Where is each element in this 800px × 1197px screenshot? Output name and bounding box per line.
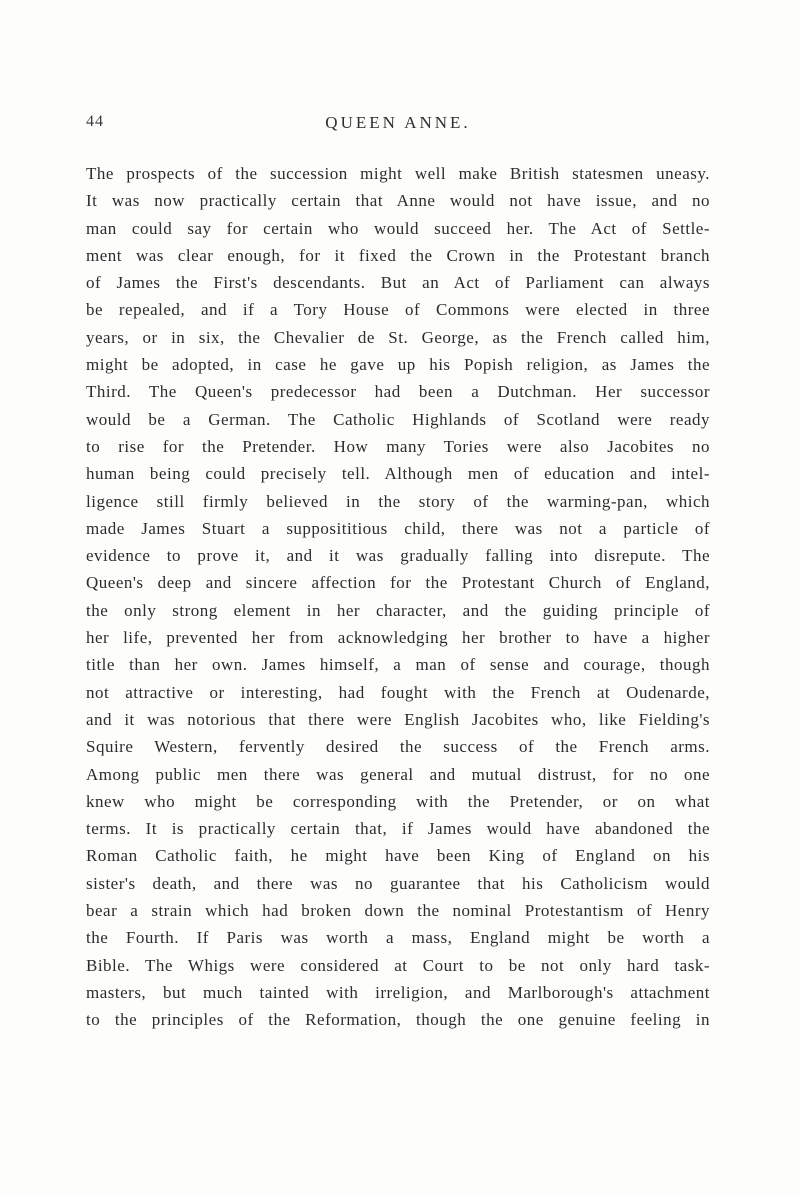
text-line: evidence to prove it, and it was gradually falling into disrepute. The — [86, 546, 710, 566]
text-line: The prospects of the succession might well make British statesmen uneasy. — [86, 164, 710, 183]
text-line: masters, but much tainted with irreligion, and Marlborough's attachment — [86, 982, 710, 1002]
text-line: bear a strain which had broken down the nominal Protestantism of Henry — [86, 901, 710, 921]
text-line: made James Stuart a supposititious child, there was not a particle of — [86, 518, 710, 538]
text-line: It was now practically certain that Anne would not have issue, and no — [86, 191, 710, 211]
running-head — [86, 113, 710, 137]
text-line: ment was clear enough, for it fixed the Crown in the Protestant branch — [86, 245, 710, 265]
text-line: knew who might be corresponding with the Pretender, or on what — [86, 791, 710, 811]
text-line: and it was notorious that there were English Jacobites who, like Fielding's — [86, 709, 710, 729]
text-line: Among public men there was general and mutual distrust, for no one — [86, 764, 710, 784]
text-line: of James the First's descendants. But an Act of Parliament can always — [86, 273, 710, 293]
text-line: to the principles of the Reformation, though the one genuine feeling in — [86, 1010, 710, 1030]
text-line: sister's death, and there was no guarantee that his Catholicism would — [86, 873, 710, 893]
text-line: Squire Western, fervently desired the success of the French arms. — [86, 737, 710, 757]
text-line: terms. It is practically certain that, if James would have abandoned the — [86, 819, 710, 839]
text-line: man could say for certain who would succeed her. The Act of Settle- — [86, 218, 710, 238]
page-number: 44 — [86, 113, 104, 130]
text-line: might be adopted, in case he gave up his Popish religion, as James the — [86, 355, 710, 375]
running-title: QUEEN ANNE. — [325, 113, 471, 132]
text-line: title than her own. James himself, a man of sense and courage, though — [86, 655, 710, 675]
text-line: not attractive or interesting, had fought with the French at Oudenarde, — [86, 682, 710, 702]
text-line: to rise for the Pretender. How many Tories were also Jacobites no — [86, 436, 710, 456]
text-line: Roman Catholic faith, he might have been King of England on his — [86, 846, 710, 866]
text-line: the Fourth. If Paris was worth a mass, England might be worth a — [86, 928, 710, 948]
text-line: Bible. The Whigs were considered at Court to be not only hard task- — [86, 955, 710, 975]
text-line: years, or in six, the Chevalier de St. George, as the French called him, — [86, 327, 710, 347]
text-line: Queen's deep and sincere affection for the Protestant Church of England, — [86, 573, 710, 593]
text-line: be repealed, and if a Tory House of Commons were elected in three — [86, 300, 710, 320]
text-line: the only strong element in her character, and the guiding principle of — [86, 600, 710, 620]
text-line: would be a German. The Catholic Highlands of Scotland were ready — [86, 409, 710, 429]
text-line: human being could precisely tell. Although men of education and intel- — [86, 464, 710, 484]
text-line: her life, prevented her from acknowledging her brother to have a higher — [86, 628, 710, 648]
body-paragraph — [86, 160, 710, 1034]
text-line: Third. The Queen's predecessor had been a Dutchman. Her successor — [86, 382, 710, 402]
text-line: ligence still firmly believed in the story of the warming-pan, which — [86, 491, 710, 511]
